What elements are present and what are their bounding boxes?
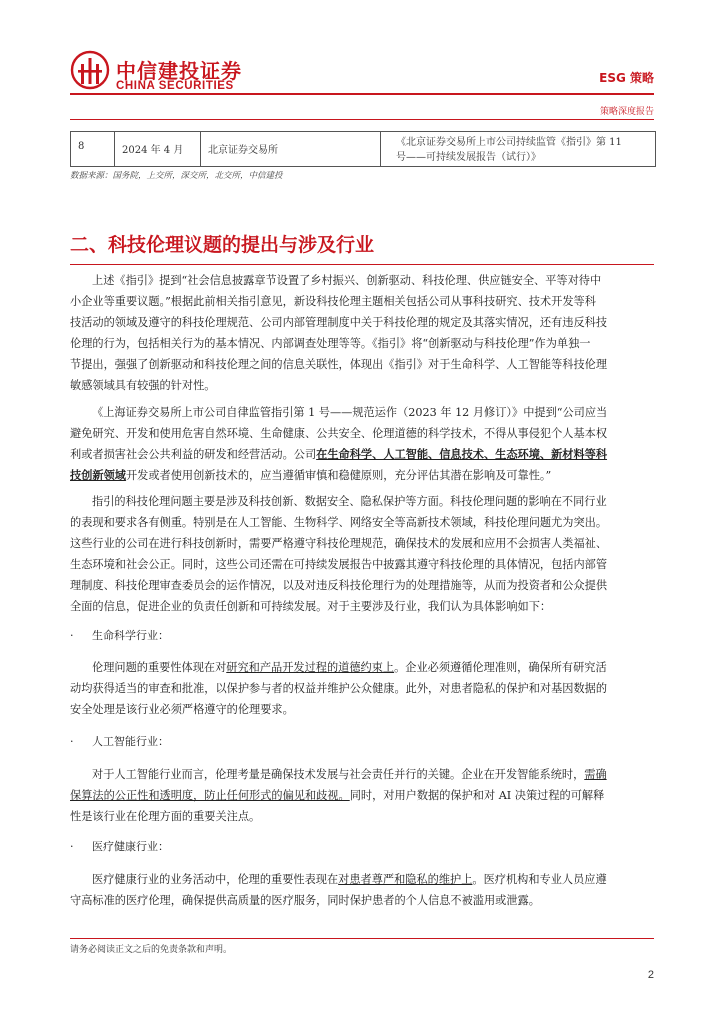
text-line: 上述《指引》提到“社会信息披露章节设置了乡村振兴、创新驱动、科技伦理、供应链安全、平等对待中 (92, 274, 602, 287)
brand-name-cn: 中信建投证券 (116, 59, 242, 83)
table-cell-issuer: 北京证券交易所 (200, 132, 380, 166)
text-line: 的表现和要求各有侧重。特别是在人工智能、生物科学、网络安全等高新技术领域，科技伦理问题尤为突出。 (70, 516, 608, 529)
table-cell-date: 2024 年 4 月 (114, 132, 200, 166)
text-line: 动均获得适当的审查和批准，以保护参与者的权益并维护公众健康。此外，对患者隐私的保护和对基因数据的 (70, 682, 608, 695)
list-item-ai (70, 733, 169, 749)
text-line: 守高标准的医疗伦理，确保提供高质量的医疗服务，同时保护患者的个人信息不被滥用或泄露。 (70, 894, 540, 907)
text-line: 节提出，强强了创新驱动和科技伦理之间的信息关联性，体现出《指引》对于生命科学、人工智能等科技伦理 (70, 358, 608, 371)
text-line (70, 764, 656, 785)
text-line: 生态环境和社会公正。同时，这些公司还需在可持续发展报告中披露其遵守科技伦理的具体情况，包括内部管 (70, 558, 608, 571)
highlight-text: 在生命科学、人工智能、信息技术、生态环境、新材料等科 (316, 448, 608, 461)
text-line: 理制度、科技伦理审查委员会的运作情况，以及对违反科技伦理行为的处理措施等，从而为投资者和公众提供 (70, 579, 608, 592)
text-line (70, 657, 656, 678)
underlined-text: 对患者尊严和隐私的维护上 (338, 873, 473, 886)
paragraph-guideline-topics (70, 270, 656, 396)
text-span: 同时，对用户数据的保护和对 AI 决策过程的可解释 (349, 789, 605, 802)
source-note: 数据来源：国务院，上交所，深交所，北交所，中信建投 (70, 171, 283, 181)
table-title-line: 号——可持续发展报告（试行）》 (396, 152, 541, 163)
document-tag: ESG 策略 (599, 71, 654, 85)
paragraph-life-sciences (70, 657, 656, 720)
text-span: 开发或者使用创新技术的，应当遵循审慎和稳健原则，充分评估其潜在影响及可靠性。” (125, 469, 552, 482)
list-item-life-sciences (70, 627, 169, 643)
table-row (70, 131, 656, 167)
text-line (70, 869, 656, 890)
text-line: 敏感领域具有较强的针对性。 (70, 379, 216, 392)
text-line: 《上海证券交易所上市公司自律监管指引第 1 号——规范运作（2023 年 12 月修订）》中提到“公司应当 (92, 406, 608, 419)
header-rule (70, 93, 654, 95)
text-line: 避免研究、开发和使用危害自然环境、生命健康、公共安全、伦理道德的科学技术，不得从事侵犯个人基本权 (70, 427, 608, 440)
text-line: 安全处理是该行业必须严格遵守的伦理要求。 (70, 703, 294, 716)
text-line (70, 785, 656, 806)
table-cell-no: 8 (70, 132, 114, 166)
underlined-text: 保算法的公正性和透明度，防止任何形式的偏见和歧视。 (70, 789, 350, 802)
section-rule (70, 264, 654, 265)
text-line: 这些行业的公司在进行科技创新时，需要严格遵守科技伦理规范，确保技术的发展和应用不会损害人类福祉、 (70, 537, 608, 550)
paragraph-healthcare (70, 869, 656, 911)
text-span: 医疗健康行业的业务活动中，伦理的重要性表现在 (92, 873, 339, 886)
footer-rule (70, 938, 654, 939)
text-line (70, 465, 656, 486)
text-line: 性是该行业在伦理方面的重要关注点。 (70, 810, 261, 823)
text-span: 对于人工智能行业而言，伦理考量是确保技术发展与社会责任并行的关键。企业在开发智能系统时， (92, 768, 585, 781)
paragraph-ai (70, 764, 656, 827)
page-number: 2 (647, 969, 654, 981)
china-securities-logo-icon (70, 50, 110, 90)
list-item-healthcare (70, 838, 169, 854)
text-line: 全面的信息，促进企业的负责任创新和可持续发展。对于主要涉及行业，我们认为具体影响如下： (70, 600, 552, 613)
text-span: 。医疗机构和专业人员应遵 (472, 873, 607, 886)
bullet-icon: · (70, 840, 74, 853)
industry-name: 医疗健康行业： (92, 840, 169, 853)
underlined-text: 研究和产品开发过程的道德约束上 (226, 661, 395, 674)
underlined-text: 需确 (584, 768, 607, 781)
paragraph-sse-guideline (70, 402, 656, 486)
text-span: 伦理问题的重要性体现在对 (92, 661, 227, 674)
text-line: 小企业等重要议题。”根据此前相关指引意见，新设科技伦理主题相关包括公司从事科技研究、技术开发等科 (70, 295, 596, 308)
text-line: 技活动的领域及遵守的科技伦理规范、公司内部管理制度中关于科技伦理的规定及其落实情况，还有违反科技 (70, 316, 608, 329)
text-span: 利或者损害社会公共利益的研发和经营活动。公司 (70, 448, 317, 461)
text-line (70, 444, 656, 465)
paragraph-ethics-issues (70, 491, 656, 617)
section-title: 二、科技伦理议题的提出与涉及行业 (70, 234, 375, 256)
header-subrule (70, 119, 654, 120)
industry-name: 生命科学行业： (92, 629, 169, 642)
table-title-line: 《北京证券交易所上市公司持续监管《指引》第 11 (396, 137, 622, 148)
disclaimer: 请务必阅读正文之后的免责条款和声明。 (70, 945, 233, 955)
industry-name: 人工智能行业： (92, 735, 169, 748)
bullet-icon: · (70, 629, 74, 642)
bullet-icon: · (70, 735, 74, 748)
text-span: 。企业必须遵循伦理准则，确保所有研究活 (394, 661, 607, 674)
highlight-text: 技创新领域 (70, 469, 126, 482)
text-line: 指引的科技伦理问题主要是涉及科技创新、数据安全、隐私保护等方面。科技伦理问题的影响在不同行业 (92, 495, 607, 508)
report-type: 策略深度报告 (599, 107, 654, 117)
table-cell-title (380, 132, 656, 166)
brand-name-en: CHINA SECURITIES (116, 80, 234, 92)
text-line: 伦理的行为，包括相关行为的基本情况、内部调查处理等等。《指引》将“创新驱动与科技伦理”作为单独一 (70, 337, 591, 350)
